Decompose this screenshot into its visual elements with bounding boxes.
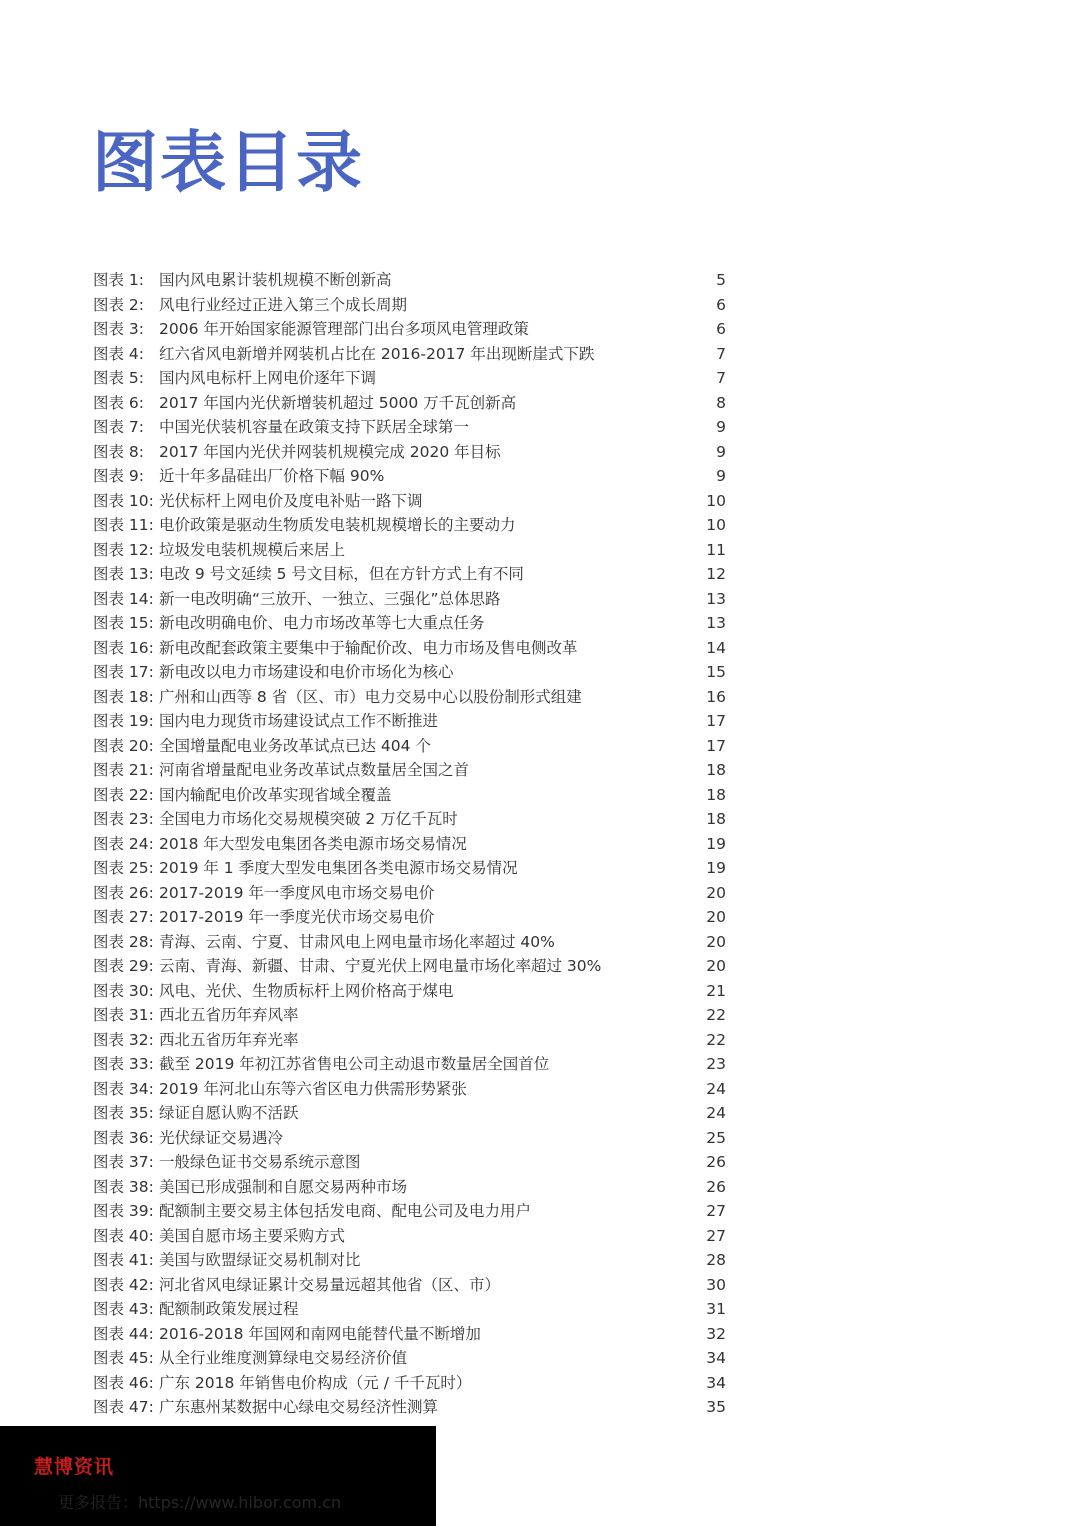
toc-item[interactable] (93, 685, 733, 710)
toc-item-label: 图表 39: (93, 1202, 154, 1220)
toc-item[interactable] (93, 856, 733, 881)
toc-item-page: 19 (706, 834, 726, 853)
toc-item-title[interactable]: 广东惠州某数据中心绿电交易经济性测算 (159, 1398, 439, 1416)
toc-item-label: 图表 22: (93, 785, 154, 804)
toc-item-label: 图表 34: (93, 1079, 154, 1098)
toc-item-label: 图表 28: (93, 932, 154, 951)
toc-item-label: 图表 20: (93, 736, 154, 755)
watermark-banner (0, 1426, 436, 1526)
toc-item[interactable] (93, 1199, 733, 1224)
toc-item-page: 19 (706, 859, 726, 877)
toc-item-label: 图表 12: (93, 540, 154, 559)
toc-item-page: 26 (706, 1153, 726, 1171)
watermark-brand: 慧博资讯 (34, 1456, 115, 1478)
toc-item-title[interactable]: 配额制主要交易主体包括发电商、配电公司及电力用户 (159, 1202, 532, 1220)
toc-item-label: 图表 19: (93, 712, 154, 730)
toc-item[interactable] (93, 807, 733, 832)
toc-item[interactable] (93, 391, 733, 416)
toc-item-title[interactable]: 光伏绿证交易遇冷 (159, 1128, 284, 1147)
toc-item-label: 图表 37: (93, 1153, 154, 1171)
toc-item-label: 图表 9: (93, 467, 145, 485)
toc-item[interactable] (93, 1077, 733, 1102)
toc-item-title[interactable]: 红六省风电新增并网装机占比在 2016-2017 年出现断崖式下跌 (159, 344, 595, 363)
toc-item-label: 图表 41: (93, 1251, 154, 1269)
toc-item-page: 23 (706, 1055, 726, 1073)
toc-item-title[interactable]: 国内输配电价改革实现省域全覆盖 (159, 785, 392, 804)
toc-item[interactable] (93, 832, 733, 857)
toc-item-title[interactable]: 2017-2019 年一季度光伏市场交易电价 (159, 908, 435, 926)
toc-item[interactable] (93, 1224, 733, 1249)
toc-item-page: 24 (706, 1104, 726, 1122)
toc-item-page: 18 (706, 785, 726, 804)
toc-item-page: 8 (716, 393, 726, 412)
toc-item-label: 图表 32: (93, 1030, 154, 1049)
toc-item-title[interactable]: 广州和山西等 8 省（区、市）电力交易中心以股份制形式组建 (159, 687, 582, 706)
toc-item[interactable] (93, 1322, 733, 1347)
toc-item-title[interactable]: 中国光伏装机容量在政策支持下跃居全球第一 (159, 418, 470, 436)
toc-item-title[interactable]: 河南省增量配电业务改革试点数量居全国之首 (159, 761, 470, 779)
toc-item-page: 26 (706, 1177, 726, 1196)
toc-item-title[interactable]: 一般绿色证书交易系统示意图 (159, 1153, 361, 1171)
toc-item-title[interactable]: 云南、青海、新疆、甘肃、宁夏光伏上网电量市场化率超过 30% (159, 957, 602, 975)
toc-item-title[interactable]: 西北五省历年弃光率 (159, 1030, 299, 1049)
toc-item[interactable] (93, 905, 733, 930)
toc-item-title[interactable]: 新电改明确电价、电力市场改革等七大重点任务 (159, 614, 485, 632)
toc-item-page: 21 (706, 981, 726, 1000)
toc-item-label: 图表 40: (93, 1226, 154, 1245)
toc-item-title[interactable]: 美国已形成强制和自愿交易两种市场 (159, 1177, 408, 1196)
toc-item-title[interactable]: 新一电改明确“三放开、一独立、三强化”总体思路 (159, 589, 501, 608)
toc-item-label: 图表 26: (93, 883, 154, 902)
toc-item-label: 图表 27: (93, 908, 154, 926)
toc-item[interactable] (93, 489, 733, 514)
toc-item-page: 28 (706, 1251, 726, 1269)
toc-item-label: 图表 8: (93, 442, 145, 461)
toc-item-page: 7 (716, 344, 726, 363)
toc-item[interactable] (93, 1052, 733, 1077)
toc-item-title[interactable]: 河北省风电绿证累计交易量远超其他省（区、市） (159, 1275, 501, 1294)
toc-item-page: 27 (706, 1202, 726, 1220)
toc-item[interactable] (93, 293, 733, 318)
toc-item-title[interactable]: 国内电力现货市场建设试点工作不断推进 (159, 712, 439, 730)
toc-item[interactable] (93, 317, 733, 342)
toc-item[interactable] (93, 709, 733, 734)
toc-item-label: 图表 10: (93, 491, 154, 510)
toc-item[interactable] (93, 342, 733, 367)
toc-item-title[interactable]: 美国自愿市场主要采购方式 (159, 1226, 346, 1245)
toc-item-page: 30 (706, 1275, 726, 1294)
toc-item-page: 32 (706, 1324, 726, 1343)
toc-item[interactable] (93, 587, 733, 612)
toc-item-page: 9 (716, 418, 726, 436)
toc-item-label: 图表 23: (93, 810, 154, 828)
toc-item-label: 图表 4: (93, 344, 145, 363)
toc-item-label: 图表 44: (93, 1324, 154, 1343)
toc-item[interactable] (93, 1126, 733, 1151)
toc-item-title[interactable]: 2006 年开始国家能源管理部门出台多项风电管理政策 (159, 320, 529, 338)
toc-list (93, 268, 733, 1420)
toc-item-label: 图表 33: (93, 1055, 154, 1073)
toc-item-title[interactable]: 电价政策是驱动生物质发电装机规模增长的主要动力 (159, 516, 516, 534)
toc-item-label: 图表 47: (93, 1398, 154, 1416)
toc-item-page: 13 (706, 589, 726, 608)
toc-item-title[interactable]: 截至 2019 年初江苏省售电公司主动退市数量居全国首位 (159, 1055, 550, 1073)
toc-item[interactable] (93, 513, 733, 538)
toc-item-page: 9 (716, 467, 726, 485)
toc-item[interactable] (93, 440, 733, 465)
toc-item-title[interactable]: 风电、光伏、生物质标杆上网价格高于煤电 (159, 981, 454, 1000)
toc-item-page: 7 (716, 369, 726, 387)
toc-item-title[interactable]: 2018 年大型发电集团各类电源市场交易情况 (159, 834, 467, 853)
toc-item-title[interactable]: 全国电力市场化交易规模突破 2 万亿千瓦时 (159, 810, 458, 828)
toc-item[interactable] (93, 366, 733, 391)
toc-item-title[interactable]: 电改 9 号文延续 5 号文目标，但在方针方式上有不同 (159, 565, 524, 583)
toc-item-title[interactable]: 国内风电累计装机规模不断创新高 (159, 271, 392, 289)
toc-item-page: 5 (716, 271, 726, 289)
toc-item-label: 图表 18: (93, 687, 154, 706)
toc-item-label: 图表 13: (93, 565, 154, 583)
toc-item-page: 9 (716, 442, 726, 461)
toc-item-page: 20 (706, 957, 726, 975)
toc-item[interactable] (93, 1297, 733, 1322)
toc-item-page: 20 (706, 932, 726, 951)
toc-item[interactable] (93, 979, 733, 1004)
toc-item[interactable] (93, 636, 733, 661)
toc-item-label: 图表 5: (93, 369, 145, 387)
toc-item-label: 图表 45: (93, 1349, 154, 1367)
toc-item-title[interactable]: 青海、云南、宁夏、甘肃风电上网电量市场化率超过 40% (159, 932, 555, 951)
toc-item[interactable] (93, 660, 733, 685)
toc-item-page: 18 (706, 761, 726, 779)
toc-item-page: 11 (706, 540, 726, 559)
toc-item-page: 22 (706, 1030, 726, 1049)
toc-item-label: 图表 1: (93, 271, 145, 289)
toc-item[interactable] (93, 1273, 733, 1298)
toc-item[interactable] (93, 1003, 733, 1028)
toc-item-title[interactable]: 风电行业经过正进入第三个成长周期 (159, 295, 408, 314)
toc-item-page: 15 (706, 663, 726, 681)
toc-item-label: 图表 38: (93, 1177, 154, 1196)
toc-item[interactable] (93, 538, 733, 563)
toc-item-label: 图表 7: (93, 418, 145, 436)
toc-item-title[interactable]: 绿证自愿认购不活跃 (159, 1104, 299, 1122)
toc-item-page: 17 (706, 736, 726, 755)
toc-item[interactable] (93, 1150, 733, 1175)
toc-item[interactable] (93, 464, 733, 489)
toc-item-title[interactable]: 全国增量配电业务改革试点已达 404 个 (159, 736, 431, 755)
toc-item-label: 图表 3: (93, 320, 145, 338)
toc-item-label: 图表 25: (93, 859, 154, 877)
toc-item-page: 22 (706, 1006, 726, 1024)
toc-item-page: 18 (706, 810, 726, 828)
toc-item-label: 图表 14: (93, 589, 154, 608)
toc-item-page: 20 (706, 883, 726, 902)
toc-item-label: 图表 2: (93, 295, 145, 314)
toc-item-title[interactable]: 2017-2019 年一季度风电市场交易电价 (159, 883, 435, 902)
toc-item-page: 14 (706, 638, 726, 657)
toc-item-title[interactable]: 国内风电标杆上网电价逐年下调 (159, 369, 377, 387)
toc-item-title[interactable]: 2017 年国内光伏新增装机超过 5000 万千瓦创新高 (159, 393, 517, 412)
toc-item-label: 图表 43: (93, 1300, 154, 1318)
toc-item-label: 图表 30: (93, 981, 154, 1000)
toc-item-page: 17 (706, 712, 726, 730)
toc-item-label: 图表 31: (93, 1006, 154, 1024)
toc-item-page: 31 (706, 1300, 726, 1318)
toc-item[interactable] (93, 611, 733, 636)
toc-item-label: 图表 42: (93, 1275, 154, 1294)
watermark-url[interactable]: 更多报告：https://www.hibor.com.cn (58, 1493, 342, 1512)
toc-item-page: 13 (706, 614, 726, 632)
toc-item-title[interactable]: 近十年多晶硅出厂价格下幅 90% (159, 467, 385, 485)
toc-item-title[interactable]: 2019 年 1 季度大型发电集团各类电源市场交易情况 (159, 859, 518, 877)
toc-item[interactable] (93, 734, 733, 759)
toc-item-title[interactable]: 西北五省历年弃风率 (159, 1006, 299, 1024)
toc-item[interactable] (93, 1175, 733, 1200)
toc-item-page: 10 (706, 516, 726, 534)
toc-item[interactable] (93, 881, 733, 906)
toc-item-title[interactable]: 从全行业维度测算绿电交易经济价值 (159, 1349, 408, 1367)
toc-item[interactable] (93, 930, 733, 955)
toc-item-page: 6 (716, 320, 726, 338)
toc-item-label: 图表 17: (93, 663, 154, 681)
toc-item-title[interactable]: 新电改配套政策主要集中于输配价改、电力市场及售电侧改革 (159, 638, 578, 657)
toc-item-label: 图表 15: (93, 614, 154, 632)
toc-item-title[interactable]: 光伏标杆上网电价及度电补贴一路下调 (159, 491, 423, 510)
toc-item-title[interactable]: 2016-2018 年国网和南网电能替代量不断增加 (159, 1324, 481, 1343)
toc-item[interactable] (93, 1248, 733, 1273)
toc-item-title[interactable]: 2019 年河北山东等六省区电力供需形势紧张 (159, 1079, 467, 1098)
toc-item-title[interactable]: 配额制政策发展过程 (159, 1300, 299, 1318)
toc-item-title[interactable]: 新电改以电力市场建设和电价市场化为核心 (159, 663, 454, 681)
toc-item[interactable] (93, 1028, 733, 1053)
toc-item[interactable] (93, 415, 733, 440)
toc-item[interactable] (93, 1371, 733, 1396)
toc-item-title[interactable]: 2017 年国内光伏并网装机规模完成 2020 年目标 (159, 442, 501, 461)
toc-item-label: 图表 29: (93, 957, 154, 975)
toc-item-title[interactable]: 垃圾发电装机规模后来居上 (159, 540, 346, 559)
toc-item[interactable] (93, 1346, 733, 1371)
toc-item-page: 35 (706, 1398, 726, 1416)
toc-item[interactable] (93, 268, 733, 293)
toc-item-label: 图表 21: (93, 761, 154, 779)
toc-item-page: 27 (706, 1226, 726, 1245)
toc-item-label: 图表 16: (93, 638, 154, 657)
toc-item-page: 12 (706, 565, 726, 583)
toc-item-page: 10 (706, 491, 726, 510)
toc-item-page: 24 (706, 1079, 726, 1098)
toc-item-label: 图表 46: (93, 1373, 154, 1392)
toc-item[interactable] (93, 1395, 733, 1420)
toc-item-label: 图表 6: (93, 393, 145, 412)
toc-item-page: 6 (716, 295, 726, 314)
toc-item[interactable] (93, 954, 733, 979)
toc-item-label: 图表 11: (93, 516, 154, 534)
toc-item-page: 16 (706, 687, 726, 706)
toc-item-page: 25 (706, 1128, 726, 1147)
toc-item-label: 图表 36: (93, 1128, 154, 1147)
toc-item-title[interactable]: 广东 2018 年销售电价构成（元 / 千千瓦时） (159, 1373, 472, 1392)
toc-item[interactable] (93, 758, 733, 783)
toc-item[interactable] (93, 562, 733, 587)
toc-item-title[interactable]: 美国与欧盟绿证交易机制对比 (159, 1251, 361, 1269)
toc-item-label: 图表 35: (93, 1104, 154, 1122)
toc-item[interactable] (93, 1101, 733, 1126)
toc-item-page: 34 (706, 1349, 726, 1367)
toc-item-page: 34 (706, 1373, 726, 1392)
toc-item-page: 20 (706, 908, 726, 926)
toc-item[interactable] (93, 783, 733, 808)
page-title: 图表目录 (92, 124, 364, 201)
toc-item-label: 图表 24: (93, 834, 154, 853)
